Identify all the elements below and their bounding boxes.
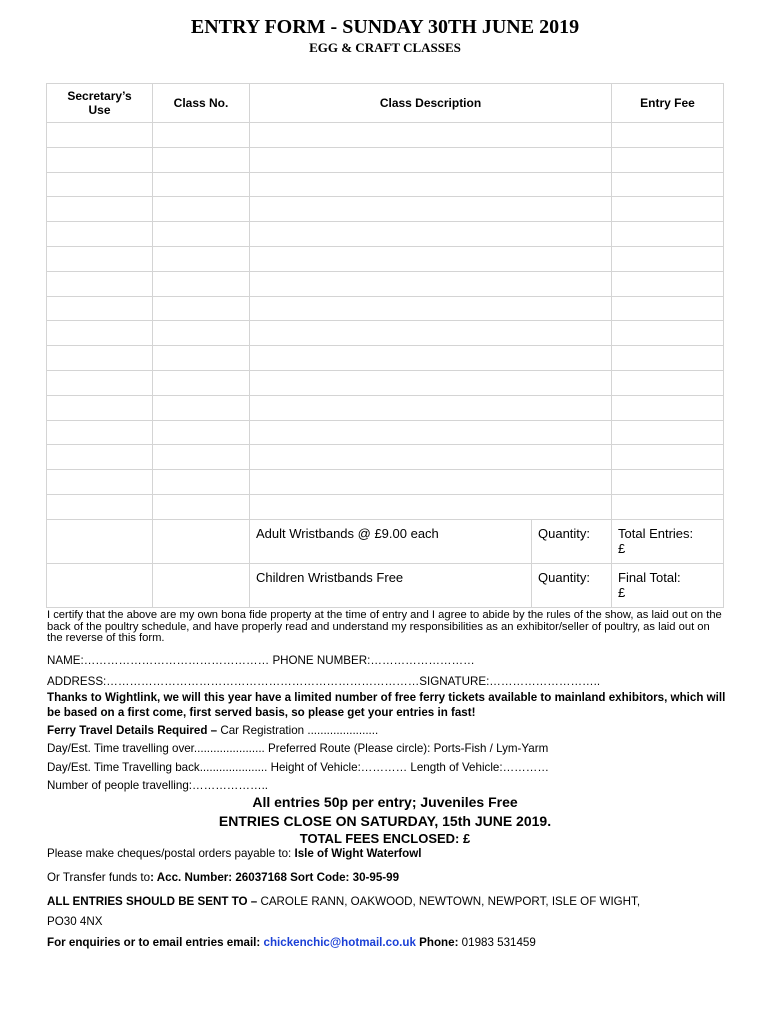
entry-fee-cell[interactable] [612, 470, 724, 495]
table-row [47, 296, 724, 321]
certification-text: I certify that the above are my own bona fide property at the time of entry and I agree to abide by the rules of the show, as laid out on the back of the poultry schedule, and have properly read and understand my responsibilities as an exhibitor/seller of poultry, as laid out on the reverse of this form. [47, 609, 722, 644]
col-class-no: Class No. [153, 84, 250, 123]
final-total-cell[interactable] [612, 563, 724, 607]
class-no-cell[interactable] [153, 563, 250, 607]
secretary-cell[interactable] [47, 494, 153, 519]
class-no-cell[interactable] [153, 172, 250, 197]
table-row [47, 271, 724, 296]
postcode: PO30 4NX [47, 915, 103, 928]
entry-fee-cell[interactable] [612, 197, 724, 222]
entry-fee-cell[interactable] [612, 494, 724, 519]
class-no-cell[interactable] [153, 445, 250, 470]
day-over-line[interactable]: Day/Est. Time travelling over...................... Preferred Route (Please circle): Ports-Fish / Lym-Yarm [47, 742, 549, 755]
class-description-cell[interactable] [250, 172, 612, 197]
class-description-cell[interactable] [250, 296, 612, 321]
class-no-cell[interactable] [153, 395, 250, 420]
class-description-cell[interactable] [250, 222, 612, 247]
account-details: : Acc. Number: 26037168 Sort Code: 30-95-99 [150, 871, 400, 884]
class-description-cell[interactable] [250, 494, 612, 519]
enquiries-line [47, 936, 536, 949]
class-description-cell[interactable] [250, 420, 612, 445]
secretary-cell[interactable] [47, 563, 153, 607]
payee-name: Isle of Wight Waterfowl [294, 847, 422, 860]
class-description-cell[interactable] [250, 197, 612, 222]
entry-fee-cell[interactable] [612, 222, 724, 247]
ferry-details-label: Ferry Travel Details Required – [47, 724, 218, 737]
table-row [47, 494, 724, 519]
table-row [47, 197, 724, 222]
entry-fee-cell[interactable] [612, 271, 724, 296]
entry-fee-cell[interactable] [612, 296, 724, 321]
class-description-cell[interactable] [250, 271, 612, 296]
class-no-cell[interactable] [153, 321, 250, 346]
entry-fee-cell[interactable] [612, 346, 724, 371]
secretary-cell[interactable] [47, 246, 153, 271]
entry-fee-cell[interactable] [612, 370, 724, 395]
class-no-cell[interactable] [153, 147, 250, 172]
class-no-cell[interactable] [153, 222, 250, 247]
children-quantity-label[interactable]: Quantity: [532, 563, 612, 607]
adult-quantity-label[interactable]: Quantity: [532, 519, 612, 563]
entry-fee-cell[interactable] [612, 172, 724, 197]
children-wristbands-row [47, 563, 724, 607]
secretary-cell[interactable] [47, 197, 153, 222]
table-row [47, 370, 724, 395]
table-row [47, 470, 724, 495]
secretary-cell[interactable] [47, 123, 153, 148]
class-description-cell[interactable] [250, 147, 612, 172]
class-no-cell[interactable] [153, 420, 250, 445]
class-no-cell[interactable] [153, 519, 250, 563]
table-row [47, 246, 724, 271]
total-fees-enclosed[interactable]: TOTAL FEES ENCLOSED: £ [299, 831, 471, 846]
transfer-text: Or Transfer funds to [47, 871, 151, 884]
table-row [47, 346, 724, 371]
email-link[interactable]: chickenchic@hotmail.co.uk [263, 936, 416, 949]
col-entry-fee: Entry Fee [612, 84, 724, 123]
entry-fee-cell[interactable] [612, 321, 724, 346]
table-row [47, 222, 724, 247]
class-no-cell[interactable] [153, 370, 250, 395]
total-entries-pound: £ [618, 540, 626, 556]
secretary-cell[interactable] [47, 271, 153, 296]
table-row [47, 172, 724, 197]
entry-fee-cell[interactable] [612, 246, 724, 271]
entry-fee-cell[interactable] [612, 123, 724, 148]
total-entries-label: Total Entries: [618, 525, 694, 541]
adult-wristbands-row [47, 519, 724, 563]
table-header-row [47, 84, 724, 123]
entries-close-notice: ENTRIES CLOSE ON SATURDAY, 15th JUNE 2019. [218, 813, 552, 829]
class-no-cell[interactable] [153, 346, 250, 371]
cheques-line [47, 847, 422, 860]
entry-fee-cell[interactable] [612, 395, 724, 420]
cheques-text: Please make cheques/postal orders payable to: [47, 847, 292, 860]
send-to-label: ALL ENTRIES SHOULD BE SENT TO – [47, 895, 258, 908]
secretary-cell[interactable] [47, 395, 153, 420]
final-total-pound: £ [618, 584, 626, 600]
table-row [47, 395, 724, 420]
enquiries-label: For enquiries or to email entries email: [47, 936, 261, 949]
entry-table [46, 83, 724, 608]
class-no-cell[interactable] [153, 470, 250, 495]
class-no-cell[interactable] [153, 296, 250, 321]
table-row [47, 321, 724, 346]
col-secretary-use: Secretary’s Use [47, 84, 153, 123]
class-description-cell[interactable] [250, 123, 612, 148]
secretary-cell[interactable] [47, 420, 153, 445]
secretary-cell[interactable] [47, 370, 153, 395]
class-no-cell[interactable] [153, 246, 250, 271]
name-phone-line[interactable]: NAME:………………………………………… PHONE NUMBER:……………………… [47, 654, 475, 667]
class-description-cell[interactable] [250, 445, 612, 470]
transfer-line [47, 871, 399, 884]
secretary-cell[interactable] [47, 470, 153, 495]
phone-number: 01983 531459 [461, 936, 536, 949]
class-description-cell[interactable] [250, 321, 612, 346]
people-travelling-line[interactable]: Number of people travelling:……………….. [47, 779, 269, 792]
secretary-cell[interactable] [47, 321, 153, 346]
entry-fee-cell[interactable] [612, 445, 724, 470]
adult-wristbands-label: Adult Wristbands @ £9.00 each [250, 519, 532, 563]
table-row [47, 123, 724, 148]
class-description-cell[interactable] [250, 395, 612, 420]
secretary-cell[interactable] [47, 519, 153, 563]
class-no-cell[interactable] [153, 494, 250, 519]
class-description-cell[interactable] [250, 470, 612, 495]
class-no-cell[interactable] [153, 271, 250, 296]
class-description-cell[interactable] [250, 370, 612, 395]
ferry-details-line [47, 724, 378, 737]
send-address: CAROLE RANN, OAKWOOD, NEWTOWN, NEWPORT, ISLE OF WIGHT, [260, 895, 641, 908]
entry-fee-cell[interactable] [612, 147, 724, 172]
send-to-line [47, 895, 640, 908]
table-row [47, 445, 724, 470]
day-back-line[interactable]: Day/Est. Time Travelling back..................... Height of Vehicle:………… Length of Vehicle:………… [47, 761, 549, 774]
address-signature-line[interactable]: ADDRESS:………………………………………………………………………SIGNATURE:……………………….. [47, 675, 601, 688]
car-registration-field[interactable]: Car Registration ...................... [220, 724, 379, 737]
wightlink-notice: Thanks to Wightlink, we will this year have a limited number of free ferry tickets available to mainland exhibitors, which will be based on a first come, first served basis, so please get your entries in fast! [47, 691, 726, 719]
final-total-label: Final Total: [618, 569, 681, 585]
secretary-cell[interactable] [47, 296, 153, 321]
table-row [47, 420, 724, 445]
secretary-cell[interactable] [47, 172, 153, 197]
table-row [47, 147, 724, 172]
secretary-cell[interactable] [47, 346, 153, 371]
class-no-cell[interactable] [153, 197, 250, 222]
class-description-cell[interactable] [250, 246, 612, 271]
phone-label: Phone: [419, 936, 459, 949]
form-title: ENTRY FORM - SUNDAY 30TH JUNE 2019 [190, 16, 580, 38]
form-subtitle: EGG & CRAFT CLASSES [309, 40, 461, 55]
class-description-cell[interactable] [250, 346, 612, 371]
entries-fee-notice: All entries 50p per entry; Juveniles Free [252, 794, 518, 810]
class-no-cell[interactable] [153, 123, 250, 148]
secretary-cell[interactable] [47, 445, 153, 470]
secretary-cell[interactable] [47, 222, 153, 247]
entry-fee-cell[interactable] [612, 420, 724, 445]
children-wristbands-label: Children Wristbands Free [250, 563, 532, 607]
total-entries-cell[interactable] [612, 519, 724, 563]
col-class-description: Class Description [250, 84, 612, 123]
secretary-cell[interactable] [47, 147, 153, 172]
